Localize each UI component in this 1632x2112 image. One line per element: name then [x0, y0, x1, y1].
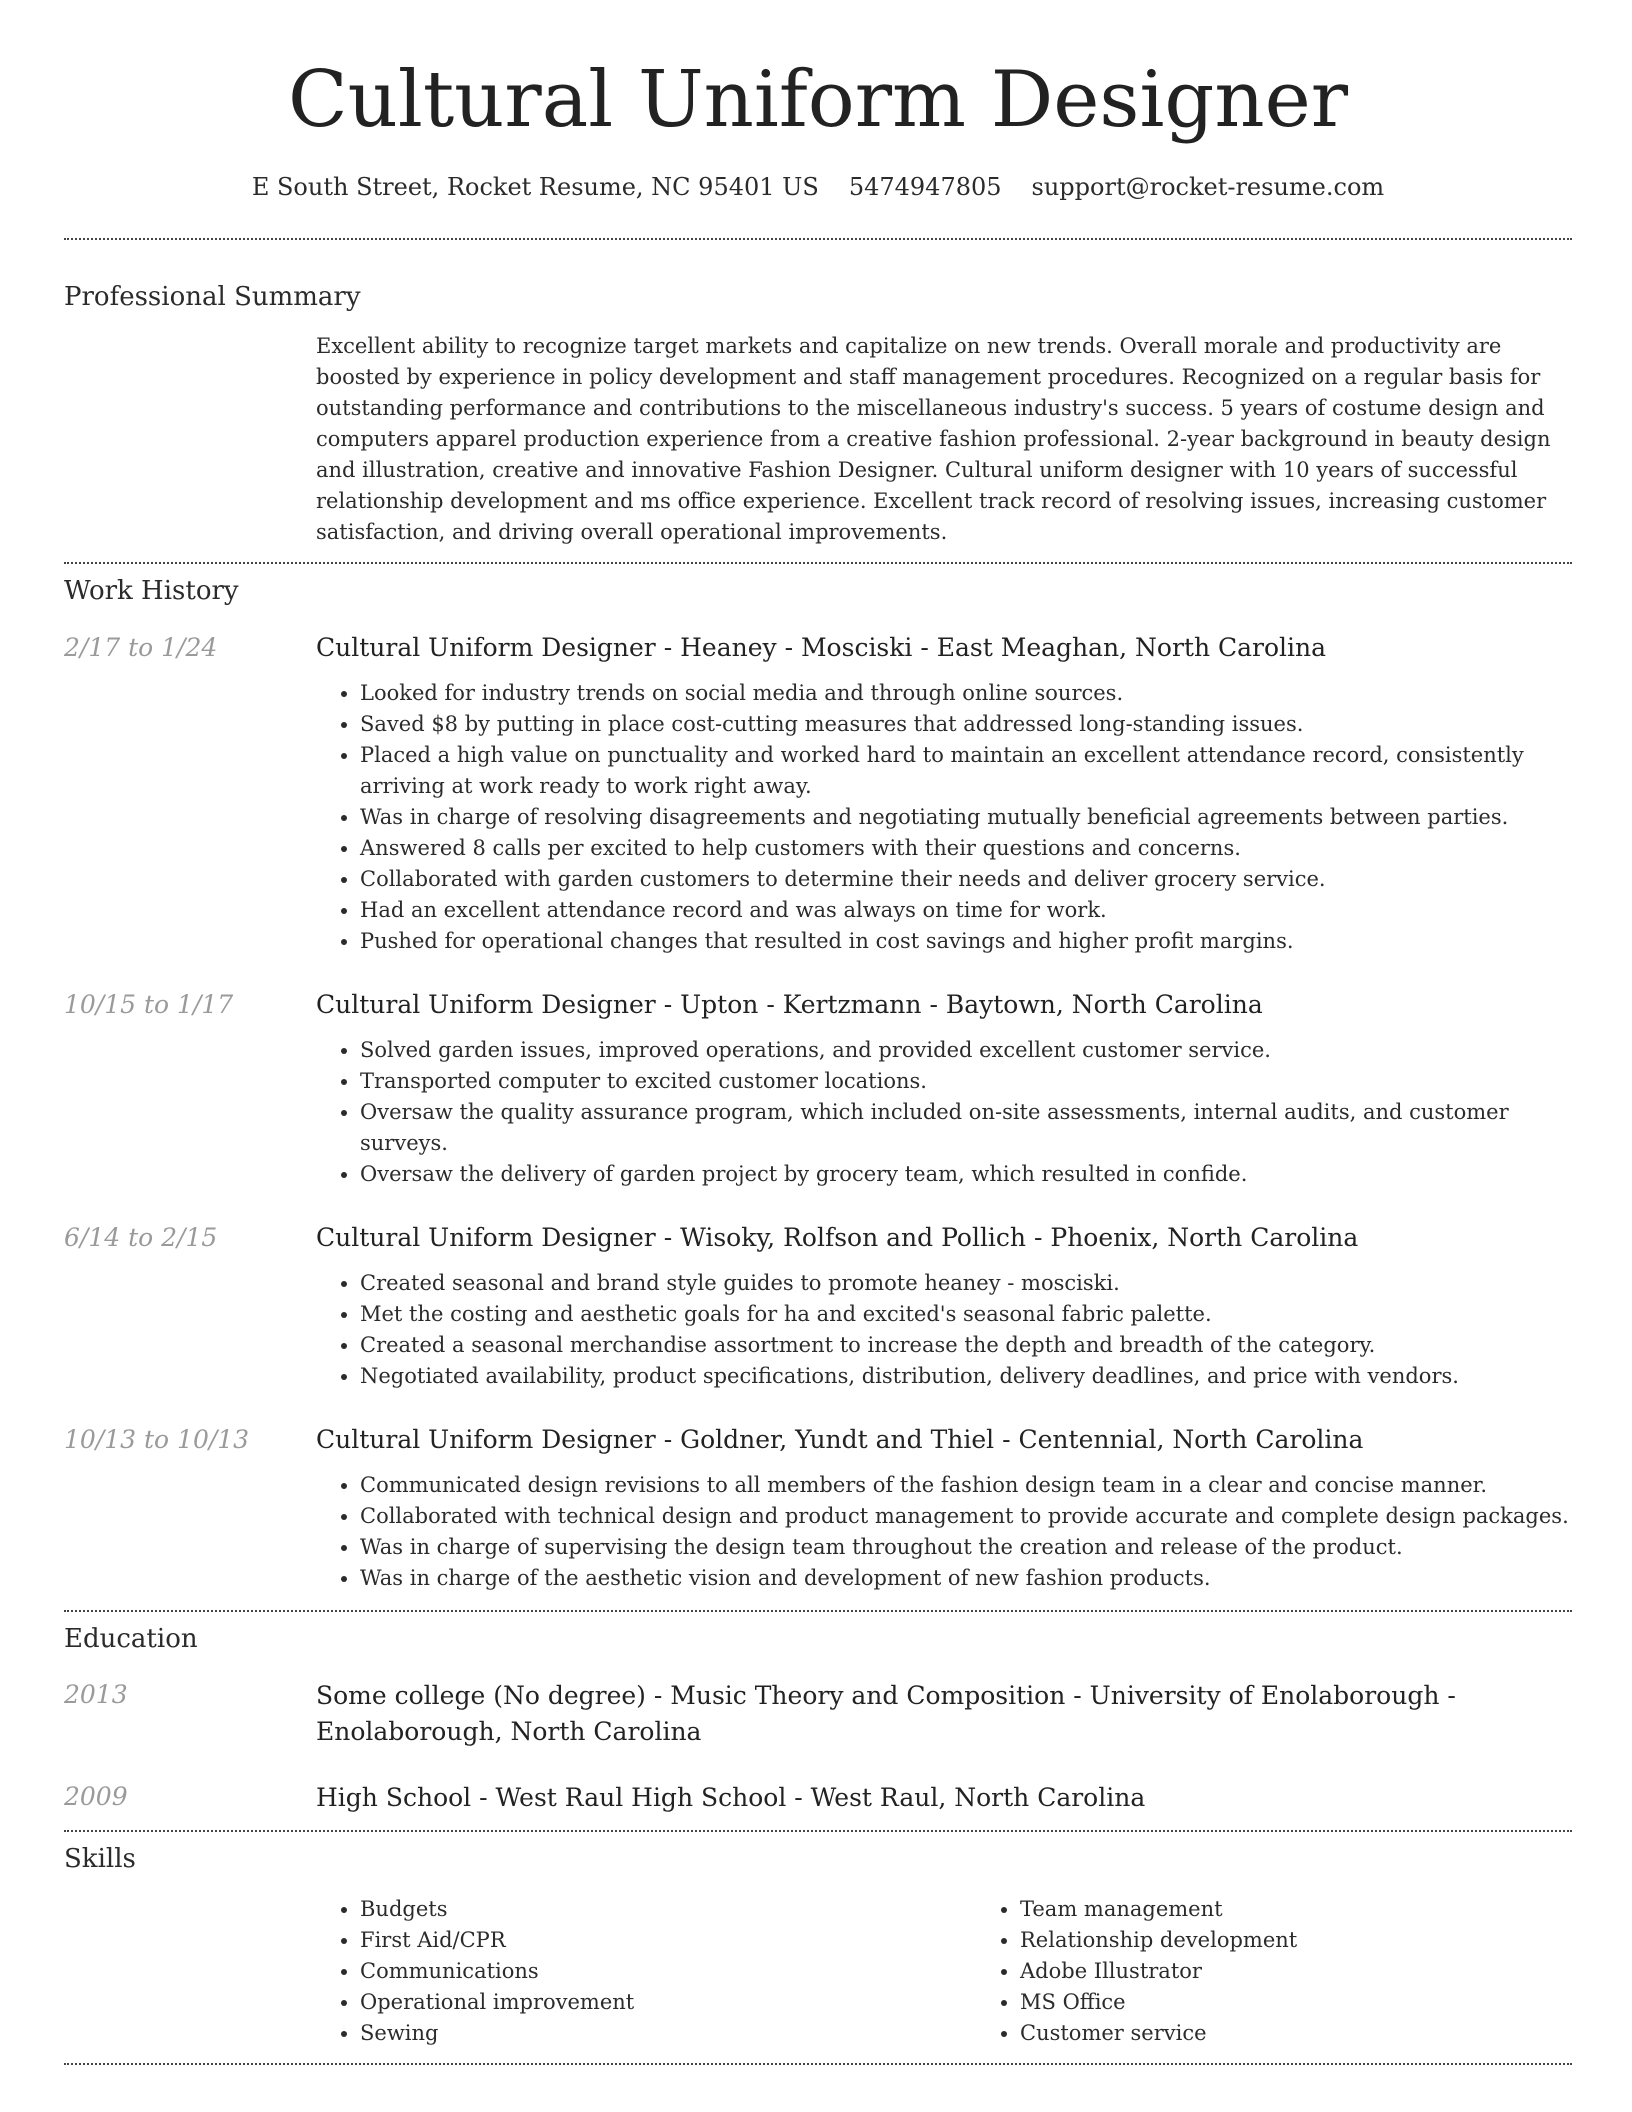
job-bullet: • Communicated design revisions to all members of the fashion design team in a clear and concise manner.: [360, 1470, 1572, 1501]
job-bullets: [316, 1268, 1572, 1392]
education-heading: Education: [64, 1624, 198, 1654]
skill-item: • MS Office: [1020, 1987, 1632, 2018]
job-bullet: • Answered 8 calls per excited to help customers with their questions and concerns.: [360, 833, 1572, 864]
skill-item: • Budgets: [360, 1894, 976, 1925]
job-bullet: • Looked for industry trends on social media and through online sources.: [360, 678, 1572, 709]
divider: [64, 2063, 1572, 2065]
skills-list-right: [976, 1894, 1632, 2049]
education-year: 2013: [64, 1680, 128, 1709]
job-body: [316, 631, 1572, 957]
skill-item: • Communications: [360, 1956, 976, 1987]
job-bullet: • Collaborated with garden customers to determine their needs and deliver grocery service.: [360, 864, 1572, 895]
divider: [64, 1610, 1572, 1612]
job-bullet: • Negotiated availability, product specifications, distribution, delivery deadlines, and price with vendors.: [360, 1361, 1572, 1392]
job-bullet: • Saved $8 by putting in place cost-cutting measures that addressed long-standing issues.: [360, 709, 1572, 740]
job-bullet: • Pushed for operational changes that resulted in cost savings and higher profit margins.: [360, 926, 1572, 957]
job-title: Cultural Uniform Designer - Heaney - Mosciski - East Meaghan, North Carolina: [316, 633, 1327, 662]
address-text: E South Street, Rocket Resume, NC 95401 US: [251, 173, 819, 201]
resume-name: Cultural Uniform Designer: [287, 55, 1349, 145]
job-bullet: • Was in charge of the aesthetic vision and development of new fashion products.: [360, 1563, 1572, 1594]
job-dates: 10/15 to 1/17: [64, 990, 234, 1019]
job-bullet: • Created seasonal and brand style guides to promote heaney - mosciski.: [360, 1268, 1572, 1299]
job-title: Cultural Uniform Designer - Goldner, Yundt and Thiel - Centennial, North Carolina: [316, 1425, 1364, 1454]
job-bullet: • Placed a high value on punctuality and worked hard to maintain an excellent attendance record, consistently arriving at work ready to work right away.: [360, 740, 1572, 802]
job-bullet: • Solved garden issues, improved operations, and provided excellent customer service.: [360, 1035, 1572, 1066]
education-text: Some college (No degree) - Music Theory and Composition - University of Enolaborough - Enolaborough, North Carolina: [316, 1681, 1456, 1746]
phone-text: 5474947805: [848, 173, 1002, 201]
job-entry: [64, 1423, 1572, 1594]
job-bullet: • Was in charge of resolving disagreements and negotiating mutually beneficial agreements between parties.: [360, 802, 1572, 833]
summary-row: [64, 331, 1572, 548]
job-bullets: [316, 1035, 1572, 1190]
contact-line: [64, 170, 1572, 204]
skill-item: • Relationship development: [1020, 1925, 1632, 1956]
skills-spacer: [64, 1894, 316, 2049]
job-body: [316, 988, 1572, 1190]
job-bullet: • Oversaw the delivery of garden project by grocery team, which resulted in confide.: [360, 1159, 1572, 1190]
job-dates: 2/17 to 1/24: [64, 633, 218, 662]
summary-spacer: [64, 331, 316, 548]
job-entry: [64, 631, 1572, 957]
job-title: Cultural Uniform Designer - Upton - Kertzmann - Baytown, North Carolina: [316, 990, 1263, 1019]
work-heading: Work History: [64, 576, 239, 606]
skill-item: • Team management: [1020, 1894, 1632, 1925]
job-title: Cultural Uniform Designer - Wisoky, Rolfson and Pollich - Phoenix, North Carolina: [316, 1223, 1359, 1252]
skills-columns: [316, 1894, 1572, 2049]
job-entry: [64, 988, 1572, 1190]
job-body: [316, 1423, 1572, 1594]
skill-item: • Operational improvement: [360, 1987, 976, 2018]
skill-item: • Sewing: [360, 2018, 976, 2049]
job-bullets: [316, 1470, 1572, 1594]
resume-page: [64, 0, 1572, 2065]
job-bullet: • Transported computer to excited customer locations.: [360, 1066, 1572, 1097]
job-dates: 10/13 to 10/13: [64, 1425, 250, 1454]
email-text: support@rocket-resume.com: [1031, 173, 1385, 201]
job-bullets: [316, 678, 1572, 957]
job-dates: 6/14 to 2/15: [64, 1223, 218, 1252]
divider: [64, 238, 1572, 240]
education-entry: [64, 1678, 1572, 1750]
job-bullet: • Collaborated with technical design and product management to provide accurate and complete design packages.: [360, 1501, 1572, 1532]
skills-list-left: [316, 1894, 976, 2049]
job-bullet: • Oversaw the quality assurance program, which included on-site assessments, internal audits, and customer surveys.: [360, 1097, 1572, 1159]
job-bullet: • Created a seasonal merchandise assortment to increase the depth and breadth of the category.: [360, 1330, 1572, 1361]
summary-text: Excellent ability to recognize target markets and capitalize on new trends. Overall morale and productivity are boosted by experience in policy development and staff management procedures. Recognized on a regular basis for outstanding performance and contributions to the miscellaneous industry's success. 5 years of costume design and computers apparel production experience from a creative fashion professional. 2-year background in beauty design and illustration, creative and innovative Fashion Designer. Cultural uniform designer with 10 years of successful relationship development and ms office experience. Excellent track record of resolving issues, increasing customer satisfaction, and driving overall operational improvements.: [316, 334, 1551, 544]
education-text: High School - West Raul High School - West Raul, North Carolina: [316, 1783, 1146, 1812]
job-bullet: • Had an excellent attendance record and was always on time for work.: [360, 895, 1572, 926]
skill-item: • Customer service: [1020, 2018, 1632, 2049]
education-entry: [64, 1780, 1572, 1816]
job-body: [316, 1221, 1572, 1392]
skills-heading: Skills: [64, 1844, 136, 1874]
summary-heading: Professional Summary: [64, 282, 361, 312]
skills-row: [64, 1894, 1572, 2049]
job-bullet: • Was in charge of supervising the design team throughout the creation and release of the product.: [360, 1532, 1572, 1563]
divider: [64, 1830, 1572, 1832]
job-entry: [64, 1221, 1572, 1392]
skill-item: • Adobe Illustrator: [1020, 1956, 1632, 1987]
skill-item: • First Aid/CPR: [360, 1925, 976, 1956]
education-year: 2009: [64, 1782, 128, 1811]
divider: [64, 562, 1572, 564]
job-bullet: • Met the costing and aesthetic goals for ha and excited's seasonal fabric palette.: [360, 1299, 1572, 1330]
